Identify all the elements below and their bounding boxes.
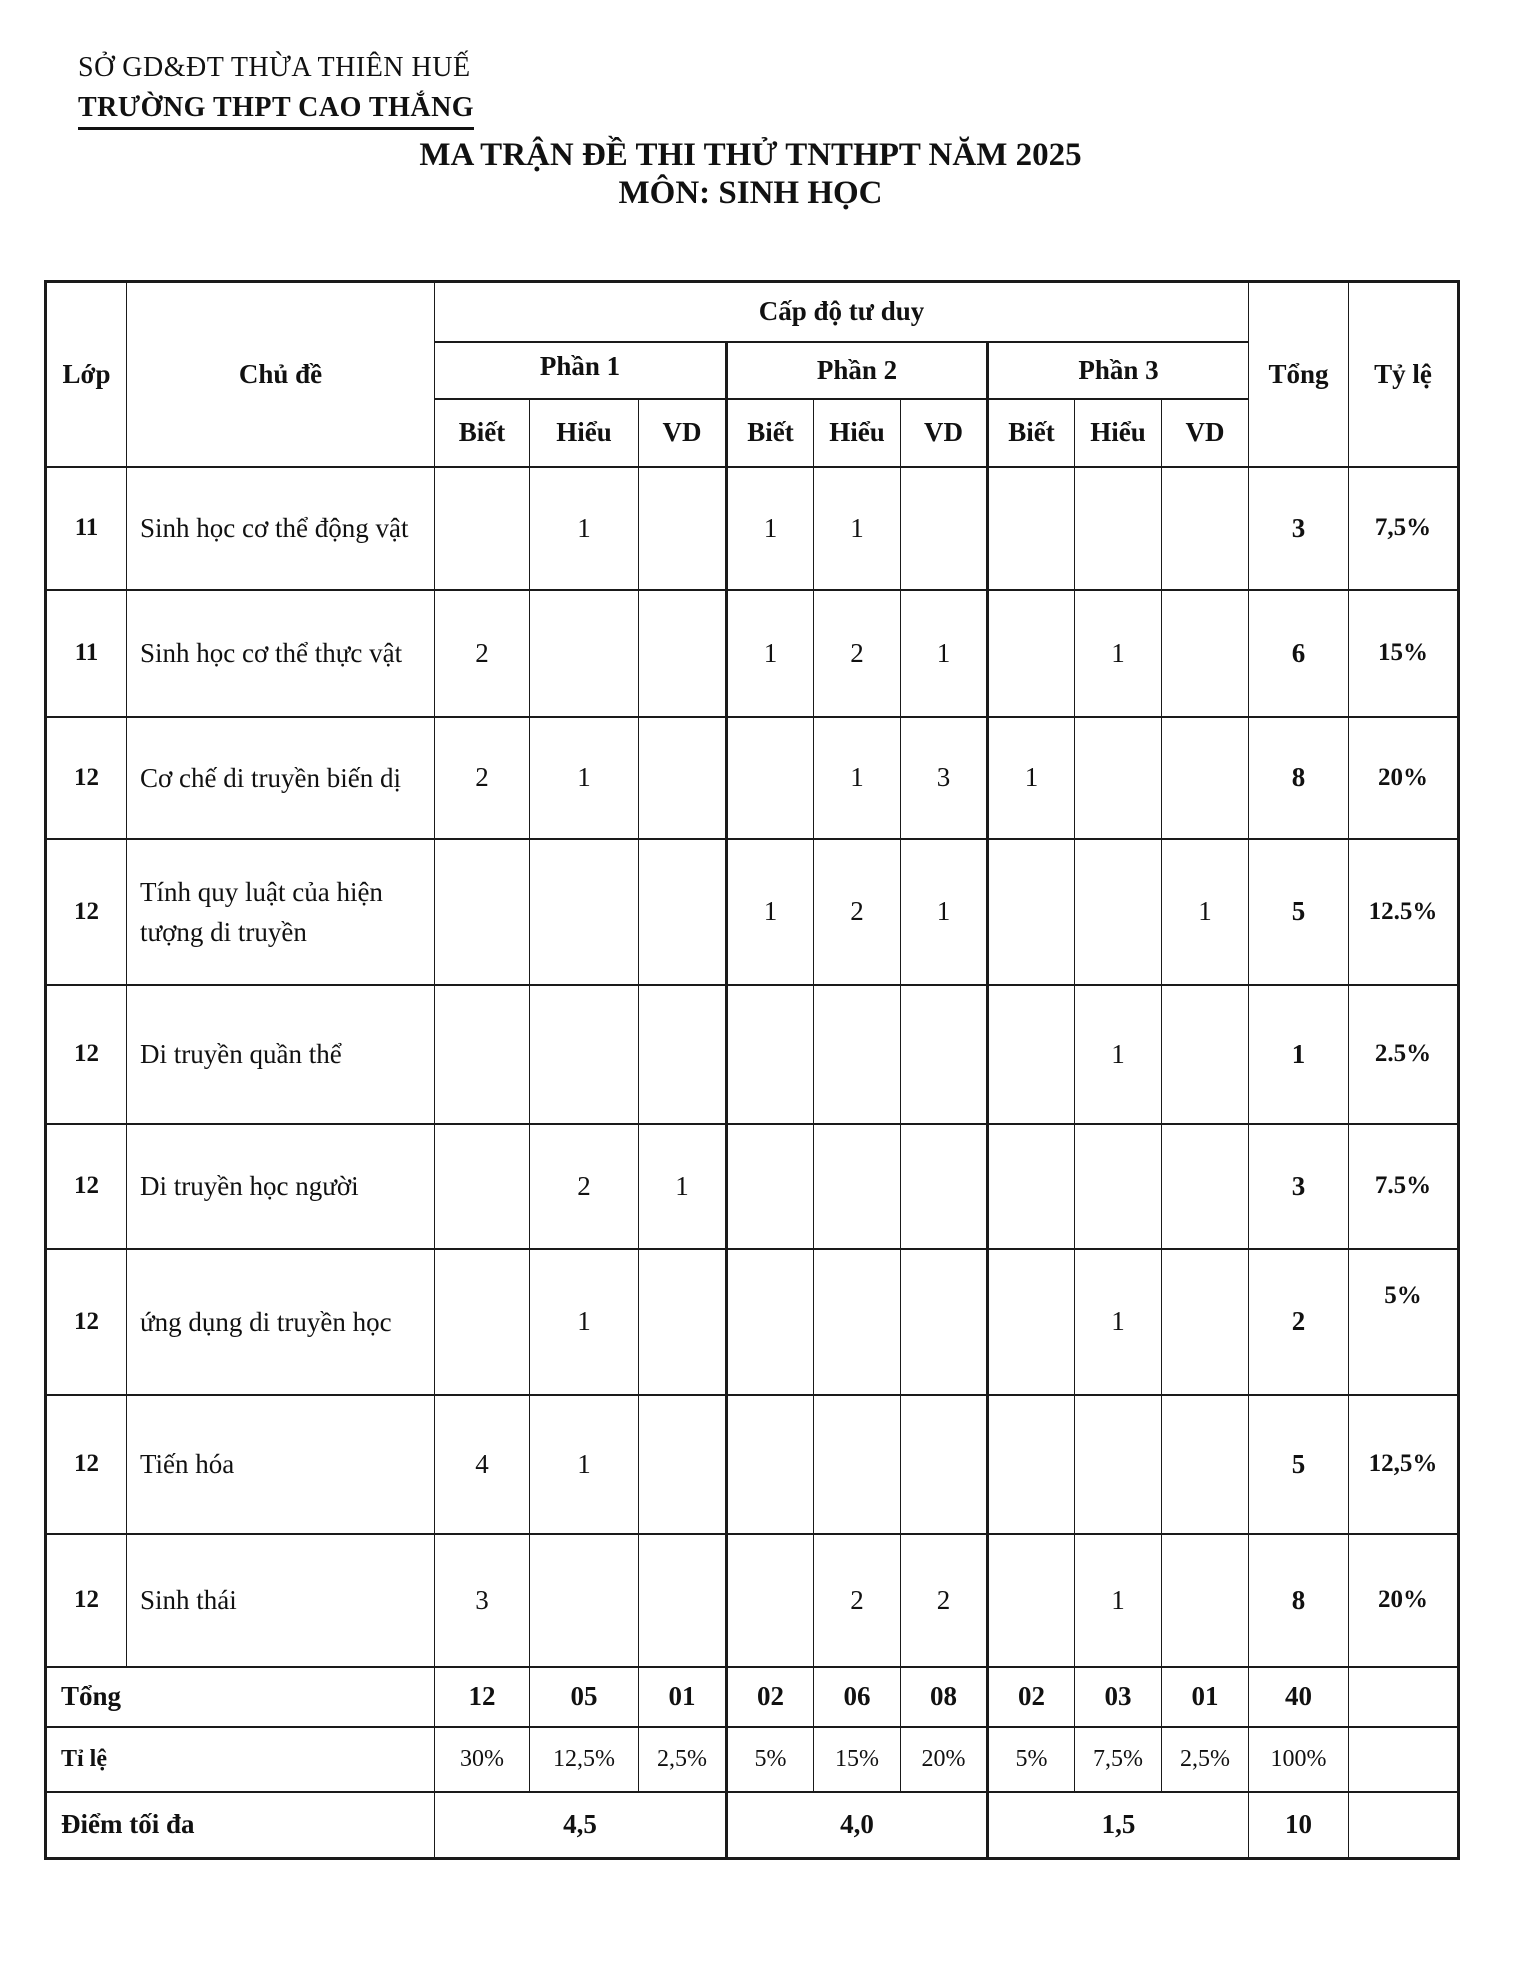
row-total-cell: 2	[1249, 1249, 1349, 1395]
footer-row-diem	[46, 1792, 1459, 1859]
matrix-count-cell	[639, 467, 727, 590]
table-row	[46, 1534, 1459, 1667]
matrix-count-cell	[1162, 1534, 1249, 1667]
col-header-vd-p2: VD	[901, 399, 988, 467]
footer-diem-phan1: 4,5	[435, 1792, 727, 1859]
col-header-tyle: Tỷ lệ	[1349, 282, 1459, 467]
matrix-count-cell	[639, 839, 727, 985]
matrix-count-cell	[988, 1249, 1075, 1395]
matrix-count-cell: 2	[901, 1534, 988, 1667]
matrix-count-cell	[814, 1124, 901, 1249]
row-ratio-cell: 12.5%	[1349, 839, 1459, 985]
col-header-biet-p2: Biết	[727, 399, 814, 467]
row-total-cell: 8	[1249, 1534, 1349, 1667]
row-topic-cell: Sinh học cơ thể động vật	[127, 467, 435, 590]
footer-diem-total: 10	[1249, 1792, 1349, 1859]
col-header-capdotuduy: Cấp độ tư duy	[435, 282, 1249, 342]
matrix-count-cell	[435, 985, 530, 1124]
matrix-count-cell	[1162, 717, 1249, 839]
matrix-count-cell	[435, 467, 530, 590]
row-ratio-cell: 12,5%	[1349, 1395, 1459, 1534]
row-total-cell: 5	[1249, 1395, 1349, 1534]
col-header-hieu-p3: Hiểu	[1075, 399, 1162, 467]
row-grade-cell: 11	[46, 467, 127, 590]
row-ratio-cell: 15%	[1349, 590, 1459, 717]
footer-tong-tyle-empty	[1349, 1667, 1459, 1727]
footer-diem-phan3: 1,5	[988, 1792, 1249, 1859]
matrix-count-cell	[1162, 985, 1249, 1124]
matrix-count-cell	[901, 985, 988, 1124]
footer-tile-tyle-empty	[1349, 1727, 1459, 1792]
table-row	[46, 985, 1459, 1124]
col-header-phan-1: Phần 1	[435, 342, 727, 399]
matrix-count-cell: 1	[1075, 1249, 1162, 1395]
matrix-count-cell: 1	[901, 839, 988, 985]
col-header-tong: Tổng	[1249, 282, 1349, 467]
row-grade-cell: 12	[46, 1249, 127, 1395]
matrix-count-cell	[727, 985, 814, 1124]
matrix-count-cell: 1	[1075, 590, 1162, 717]
footer-tile-cell: 15%	[814, 1727, 901, 1792]
matrix-count-cell	[901, 1124, 988, 1249]
footer-tile-cell: 5%	[988, 1727, 1075, 1792]
matrix-count-cell	[530, 1534, 639, 1667]
row-total-cell: 6	[1249, 590, 1349, 717]
row-grade-cell: 12	[46, 1124, 127, 1249]
footer-tile-cell: 20%	[901, 1727, 988, 1792]
footer-tong-cell: 02	[988, 1667, 1075, 1727]
footer-tile-cell: 5%	[727, 1727, 814, 1792]
col-header-phan-2: Phần 2	[727, 342, 988, 399]
matrix-count-cell	[1075, 1395, 1162, 1534]
row-topic-cell: ứng dụng di truyền học	[127, 1249, 435, 1395]
matrix-count-cell	[1075, 467, 1162, 590]
row-ratio-cell: 7,5%	[1349, 467, 1459, 590]
col-header-hieu-p1: Hiểu	[530, 399, 639, 467]
matrix-count-cell: 4	[435, 1395, 530, 1534]
matrix-count-cell	[435, 1249, 530, 1395]
matrix-count-cell	[901, 1249, 988, 1395]
footer-tile-cell: 2,5%	[639, 1727, 727, 1792]
footer-tong-cell: 08	[901, 1667, 988, 1727]
matrix-count-cell: 1	[727, 590, 814, 717]
row-ratio-cell: 7.5%	[1349, 1124, 1459, 1249]
footer-row-tile	[46, 1727, 1459, 1792]
row-total-cell: 3	[1249, 467, 1349, 590]
department-name: SỞ GD&ĐT THỪA THIÊN HUẾ	[78, 52, 471, 83]
col-header-biet-p3: Biết	[988, 399, 1075, 467]
row-ratio-cell: 5%	[1349, 1249, 1459, 1395]
footer-tile-cell: 2,5%	[1162, 1727, 1249, 1792]
school-name: TRƯỜNG THPT CAO THẮNG	[78, 92, 474, 130]
matrix-count-cell	[1162, 467, 1249, 590]
matrix-count-cell: 1	[727, 467, 814, 590]
matrix-count-cell: 1	[1075, 1534, 1162, 1667]
row-topic-cell: Sinh học cơ thể thực vật	[127, 590, 435, 717]
letterhead	[78, 52, 474, 130]
matrix-count-cell	[988, 1124, 1075, 1249]
row-topic-cell: Di truyền quần thể	[127, 985, 435, 1124]
matrix-count-cell	[639, 1534, 727, 1667]
col-header-hieu-p2: Hiểu	[814, 399, 901, 467]
footer-diem-label: Điểm tối đa	[46, 1792, 435, 1859]
matrix-count-cell	[727, 717, 814, 839]
col-header-vd-p3: VD	[1162, 399, 1249, 467]
footer-tong-cell: 01	[639, 1667, 727, 1727]
col-header-phan-3: Phần 3	[988, 342, 1249, 399]
matrix-count-cell	[435, 839, 530, 985]
matrix-count-cell	[727, 1124, 814, 1249]
footer-tile-total: 100%	[1249, 1727, 1349, 1792]
matrix-count-cell: 1	[530, 1249, 639, 1395]
header-row-1	[46, 282, 1459, 342]
matrix-count-cell: 2	[435, 717, 530, 839]
matrix-count-cell: 1	[727, 839, 814, 985]
row-topic-cell: Tính quy luật của hiện tượng di truyền	[127, 839, 435, 985]
matrix-count-cell: 1	[901, 590, 988, 717]
row-grade-cell: 11	[46, 590, 127, 717]
matrix-count-cell: 1	[530, 717, 639, 839]
matrix-count-cell	[435, 1124, 530, 1249]
document-subject: MÔN: SINH HỌC	[618, 175, 883, 211]
col-header-chude: Chủ đề	[127, 282, 435, 467]
matrix-count-cell: 1	[1075, 985, 1162, 1124]
footer-diem-tyle-empty	[1349, 1792, 1459, 1859]
matrix-count-cell	[988, 467, 1075, 590]
footer-tile-cell: 7,5%	[1075, 1727, 1162, 1792]
matrix-count-cell	[1162, 1395, 1249, 1534]
matrix-count-cell	[1075, 839, 1162, 985]
row-ratio-cell: 20%	[1349, 717, 1459, 839]
matrix-count-cell	[988, 839, 1075, 985]
matrix-count-cell	[814, 1249, 901, 1395]
matrix-count-cell	[901, 1395, 988, 1534]
footer-tong-cell: 05	[530, 1667, 639, 1727]
matrix-count-cell	[530, 839, 639, 985]
matrix-count-cell: 1	[530, 467, 639, 590]
matrix-count-cell: 2	[435, 590, 530, 717]
footer-tong-cell: 06	[814, 1667, 901, 1727]
matrix-count-cell	[639, 590, 727, 717]
matrix-count-cell	[727, 1249, 814, 1395]
matrix-count-cell	[639, 1249, 727, 1395]
row-total-cell: 8	[1249, 717, 1349, 839]
footer-tong-label: Tổng	[46, 1667, 435, 1727]
footer-tile-cell: 30%	[435, 1727, 530, 1792]
row-grade-cell: 12	[46, 839, 127, 985]
row-total-cell: 1	[1249, 985, 1349, 1124]
matrix-count-cell	[988, 1534, 1075, 1667]
matrix-count-cell	[988, 590, 1075, 717]
table-row	[46, 717, 1459, 839]
row-grade-cell: 12	[46, 717, 127, 839]
row-ratio-cell: 2.5%	[1349, 985, 1459, 1124]
table-row	[46, 1249, 1459, 1395]
matrix-count-cell: 3	[435, 1534, 530, 1667]
col-header-vd-p1: VD	[639, 399, 727, 467]
col-header-lop: Lớp	[46, 282, 127, 467]
table-row	[46, 590, 1459, 717]
matrix-count-cell: 2	[814, 839, 901, 985]
matrix-count-cell	[814, 985, 901, 1124]
matrix-count-cell: 1	[814, 467, 901, 590]
footer-tile-cell: 12,5%	[530, 1727, 639, 1792]
matrix-count-cell	[988, 985, 1075, 1124]
footer-tong-cell: 12	[435, 1667, 530, 1727]
row-topic-cell: Sinh thái	[127, 1534, 435, 1667]
footer-diem-phan2: 4,0	[727, 1792, 988, 1859]
matrix-count-cell	[1162, 1249, 1249, 1395]
footer-tile-label: Tỉ lệ	[46, 1727, 435, 1792]
matrix-count-cell: 1	[1162, 839, 1249, 985]
matrix-count-cell	[1162, 1124, 1249, 1249]
matrix-count-cell	[530, 985, 639, 1124]
matrix-count-cell	[1075, 717, 1162, 839]
table-row	[46, 467, 1459, 590]
row-total-cell: 3	[1249, 1124, 1349, 1249]
exam-matrix-table	[44, 280, 1460, 1860]
table-row	[46, 1124, 1459, 1249]
matrix-count-cell	[1075, 1124, 1162, 1249]
matrix-count-cell: 2	[814, 590, 901, 717]
row-total-cell: 5	[1249, 839, 1349, 985]
matrix-count-cell	[727, 1534, 814, 1667]
document-title: MA TRẬN ĐỀ THI THỬ TNTHPT NĂM 2025	[419, 137, 1082, 173]
matrix-count-cell	[988, 1395, 1075, 1534]
matrix-count-cell: 2	[530, 1124, 639, 1249]
row-topic-cell: Tiến hóa	[127, 1395, 435, 1534]
matrix-count-cell	[639, 717, 727, 839]
matrix-count-cell: 2	[814, 1534, 901, 1667]
matrix-count-cell: 1	[530, 1395, 639, 1534]
document-title-block	[44, 136, 1457, 212]
matrix-count-cell	[814, 1395, 901, 1534]
matrix-count-cell	[1162, 590, 1249, 717]
row-grade-cell: 12	[46, 985, 127, 1124]
row-grade-cell: 12	[46, 1534, 127, 1667]
matrix-count-cell: 1	[814, 717, 901, 839]
matrix-count-cell: 1	[639, 1124, 727, 1249]
footer-tong-cell: 01	[1162, 1667, 1249, 1727]
matrix-count-cell	[530, 590, 639, 717]
matrix-count-cell: 3	[901, 717, 988, 839]
col-header-biet-p1: Biết	[435, 399, 530, 467]
footer-tong-cell: 02	[727, 1667, 814, 1727]
table-row	[46, 839, 1459, 985]
matrix-count-cell	[727, 1395, 814, 1534]
row-grade-cell: 12	[46, 1395, 127, 1534]
footer-row-tong	[46, 1667, 1459, 1727]
row-topic-cell: Cơ chế di truyền biến dị	[127, 717, 435, 839]
matrix-count-cell: 1	[988, 717, 1075, 839]
table-row	[46, 1395, 1459, 1534]
matrix-count-cell	[639, 1395, 727, 1534]
row-ratio-cell: 20%	[1349, 1534, 1459, 1667]
row-topic-cell: Di truyền học người	[127, 1124, 435, 1249]
footer-tong-cell: 03	[1075, 1667, 1162, 1727]
matrix-count-cell	[901, 467, 988, 590]
footer-tong-total: 40	[1249, 1667, 1349, 1727]
matrix-count-cell	[639, 985, 727, 1124]
